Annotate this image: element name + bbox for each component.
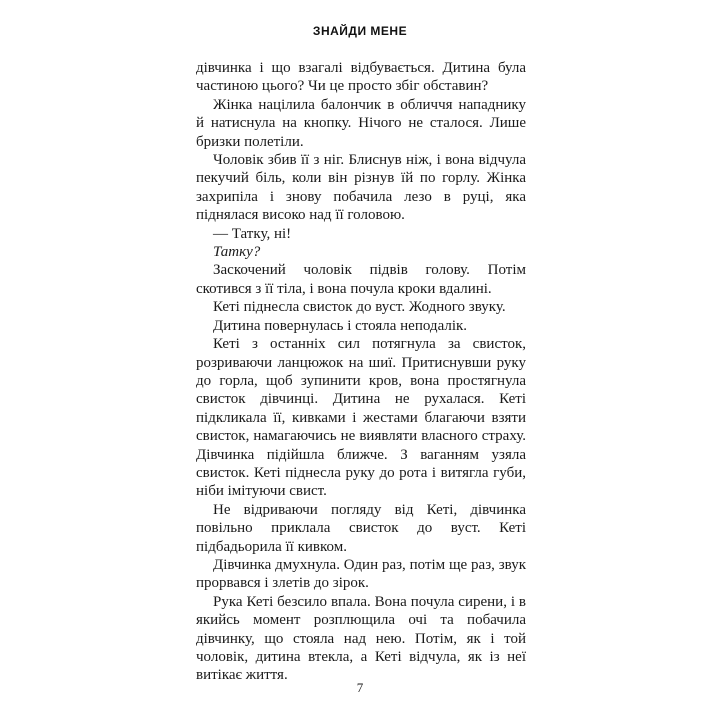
dialogue-line: — Татку, ні! xyxy=(213,225,292,242)
body-text xyxy=(196,59,526,685)
running-title: ЗНАЙДИ МЕНЕ xyxy=(312,24,408,38)
paragraph: Дівчинка дмухнула. Один раз, потім ще раз, звук прорвався і злетів до зірок. xyxy=(196,556,526,592)
paragraph-continuation: дівчинка і що взагалі відбувається. Дитина була частиною цього? Чи це просто збіг обставин? xyxy=(196,60,526,95)
page-number: 7 xyxy=(356,680,364,695)
paragraph: Чоловік збив її з ніг. Блиснув ніж, і вона відчула пекучий біль, коли він різнув їй по горлу. Жінка захрипіла і знову побачила лезо в руці, яка піднялася високо над її головою. xyxy=(196,152,526,224)
paragraph: Не відриваючи погляду від Кеті, дівчинка повільно приклала свисток до вуст. Кеті підбадьорила її кивком. xyxy=(196,501,526,555)
paragraph: Рука Кеті безсило впала. Вона почула сирени, і в якийсь момент розплющила очі та побачила дівчинку, що стояла над нею. Потім, як і той чоловік, дитина втекла, а Кеті відчула, як із неї витікає життя. xyxy=(196,593,526,684)
italic-thought-line: Татку? xyxy=(213,244,261,261)
paragraph: Кеті піднесла свисток до вуст. Жодного звуку. xyxy=(213,299,506,316)
paragraph: Дитина повернулась і стояла неподалік. xyxy=(213,317,468,334)
paragraph: Кеті з останніх сил потягнула за свисток, розриваючи ланцюжок на шиї. Притиснувши руку до горла, щоб зупинити кров, вона простягнула свисток дівчинці. Дитина не рухалася. Кеті підкликала її, кивками і жестами благаючи взяти свисток, намагаючись не виявляти власного страху. Дівчинка підійшла ближче. З ваганням узяла свисток. Кеті піднесла руку до рота і витягла губи, ніби імітуючи свист. xyxy=(196,336,526,500)
paragraph: Заскочений чоловік підвів голову. Потім скотився з її тіла, і вона почула кроки вдалині. xyxy=(196,262,526,297)
paragraph: Жінка націлила балончик в обличчя нападнику й натиснула на кнопку. Нічого не сталося. Лише бризки полетіли. xyxy=(196,96,526,150)
